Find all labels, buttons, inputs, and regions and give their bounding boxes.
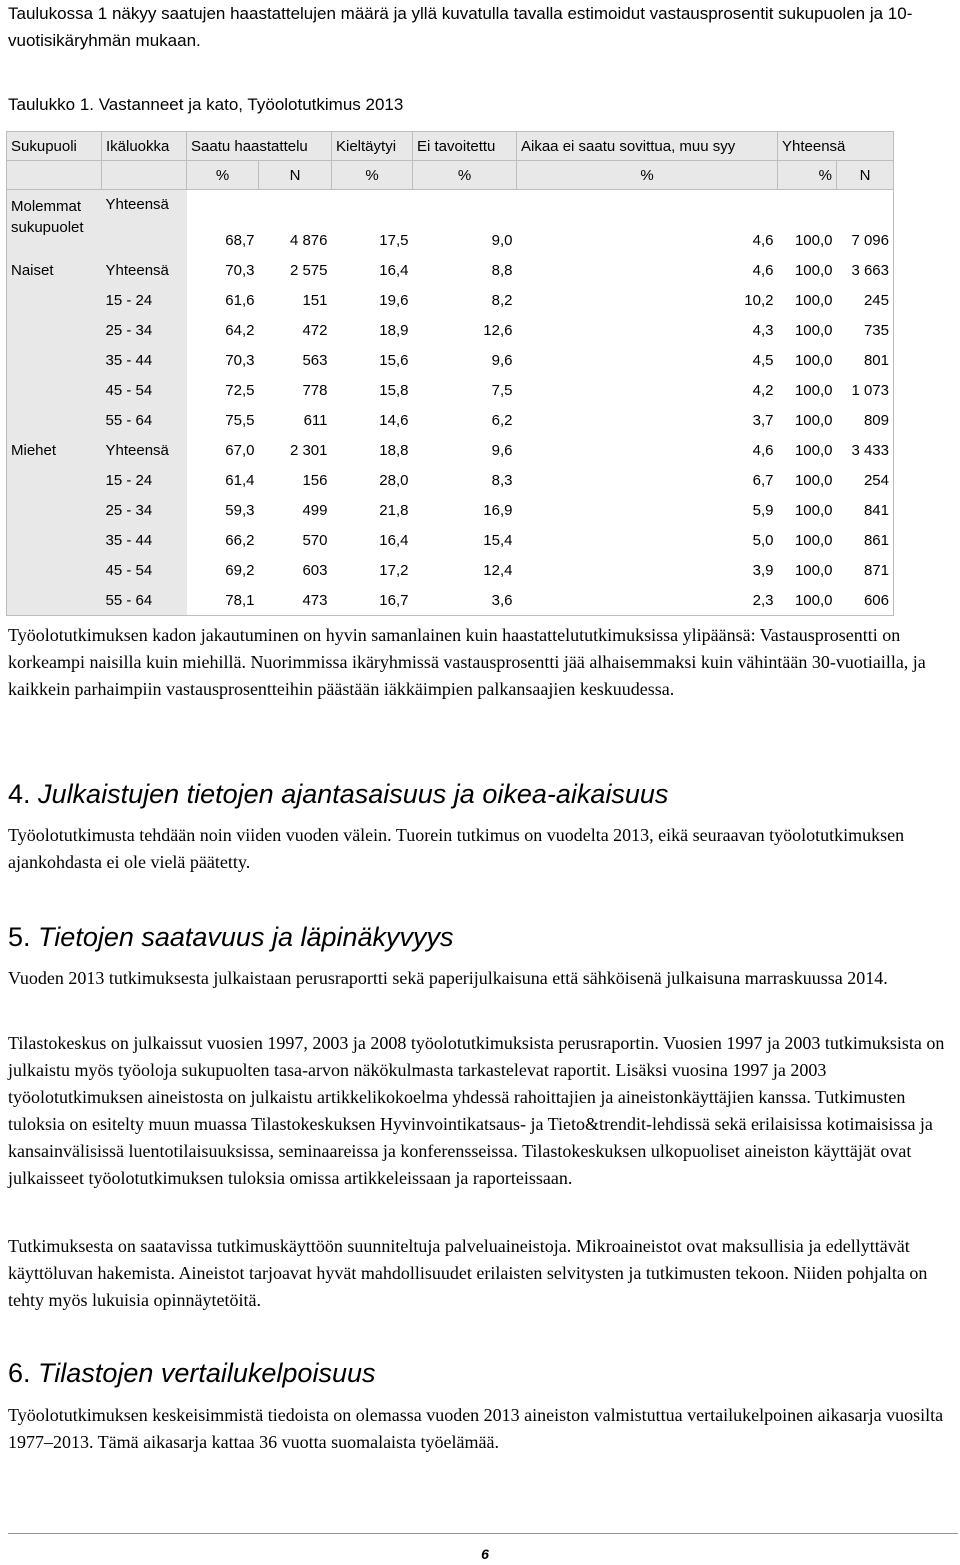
section-4-paragraph: Työolotutkimusta tehdään noin viiden vuoden välein. Tuorein tutkimus on vuodelta 2013, eikä seuraavan työolotutkimuksen ajankohdasta ei ole vielä päätetty. [8,825,905,872]
age-group-cell: Yhteensä [102,435,187,465]
value-cell-not-reached: 8,3 [491,471,513,489]
value-cell-refused: 16,4 [379,261,409,279]
value-cell-total-pct: 100,0 [794,501,833,519]
unit-blank [7,161,102,190]
footer-divider [8,1533,958,1534]
age-group-cell: 55 - 64 [102,405,187,435]
value-cell-total-pct: 100,0 [794,531,833,549]
value-cell-total-n: 735 [837,315,894,345]
value-cell-n: 473 [259,585,332,616]
value-cell-refused: 18,8 [379,441,409,459]
value-cell-not-reached: 12,6 [483,321,513,339]
value-cell-total-n: 1 073 [837,375,894,405]
sex-cell [7,405,102,435]
header-interviewed: Saatu haastattelu [187,132,332,161]
value-cell-total-pct: 100,0 [794,261,833,279]
age-group-cell: 55 - 64 [102,585,187,616]
value-cell-refused: 15,8 [379,381,409,399]
value-cell-total-n: 861 [837,525,894,555]
value-cell-n: 499 [302,501,328,519]
table-row [7,555,894,585]
value-cell-other: 3,7 [752,411,774,429]
sex-cell [7,345,102,375]
table-row [7,495,894,525]
sex-cell [7,315,102,345]
value-cell-n: 151 [302,291,328,309]
value-cell-not-reached: 3,6 [413,585,517,616]
value-cell-n: 603 [302,561,328,579]
age-group-cell: Yhteensä [102,255,187,285]
age-group-cell: 25 - 34 [102,495,187,525]
table-title: Taulukko 1. Vastanneet ja kato, Työolotutkimus 2013 [8,95,404,114]
age-group-cell: 25 - 34 [102,315,187,345]
value-cell-other: 5,9 [752,501,774,519]
sex-cell [7,525,102,555]
value-cell-not-reached: 9,0 [491,232,513,249]
value-cell-other: 4,2 [752,381,774,399]
value-cell-total-n: 841 [837,495,894,525]
value-cell-total-n: 606 [837,585,894,616]
value-cell-total-pct: 100,0 [794,291,833,309]
value-cell-pct: 70,3 [225,351,255,369]
unit-blank [102,161,187,190]
unit-cell: % [413,161,517,190]
value-cell-pct: 68,7 [225,232,255,249]
header-age-group: Ikäluokka [102,132,187,161]
header-not-reached: Ei tavoitettu [413,132,517,161]
value-cell-pct: 75,5 [225,411,255,429]
age-group-cell: 45 - 54 [102,375,187,405]
value-cell-total-pct: 100,0 [794,411,833,429]
value-cell-total-n: 254 [837,465,894,495]
value-cell-total-pct: 100,0 [778,585,837,616]
section-5-paragraph: Tutkimuksesta on saatavissa tutkimuskäyttöön suunniteltuja palveluaineistoja. Mikroaineistot ovat maksullisia ja edellyttävät käyttöluvan hakemista. Aineistot tarjoavat hyvät mahdollisuudet erilaisten selvitysten ja tutkimusten tekoon. Niiden pohjalta on tehty myös lukuisia opinnäytetöitä. [8,1236,928,1310]
sex-cell [7,495,102,525]
value-cell-refused: 21,8 [379,501,409,519]
value-cell-pct: 59,3 [225,501,255,519]
intro-paragraph: Taulukossa 1 näkyy saatujen haastattelujen määrä ja yllä kuvatulla tavalla estimoidut vastausprosentit sukupuolen ja 10-vuotisikäryhmän mukaan. [8,4,913,50]
value-cell-refused: 17,2 [379,561,409,579]
value-cell-pct: 61,6 [225,291,255,309]
section-title: Julkaistujen tietojen ajantasaisuus ja oikea-aikaisuus [38,779,669,809]
value-cell-pct: 66,2 [225,531,255,549]
value-cell-other: 3,9 [752,561,774,579]
value-cell-total-pct: 100,0 [794,321,833,339]
value-cell-other: 4,6 [752,261,774,279]
header-total: Yhteensä [778,132,894,161]
table-row [7,285,894,315]
section-title: Tilastojen vertailukelpoisuus [38,1358,376,1388]
sex-cell [7,375,102,405]
value-cell-refused: 19,6 [379,291,409,309]
value-cell-n: 156 [302,471,328,489]
value-cell-other: 6,7 [752,471,774,489]
value-cell-not-reached: 12,4 [483,561,513,579]
value-cell-pct: 78,1 [187,585,259,616]
section-title: Tietojen saatavuus ja läpinäkyvyys [38,922,454,952]
table-unit-row [7,161,894,190]
value-cell-total-pct: 100,0 [794,351,833,369]
value-cell-pct: 61,4 [225,471,255,489]
value-cell-refused: 15,6 [379,351,409,369]
value-cell-other: 4,5 [752,351,774,369]
value-cell-not-reached: 8,2 [491,291,513,309]
table-header-row [7,132,894,161]
value-cell-other: 4,6 [752,232,774,249]
value-cell-other: 4,6 [752,441,774,459]
table-row [7,585,894,616]
value-cell-not-reached: 6,2 [491,411,513,429]
value-cell-total-n: 871 [837,555,894,585]
sex-cell [7,285,102,315]
table-row [7,255,894,285]
value-cell-n: 778 [302,381,328,399]
table-row [7,525,894,555]
table-row [7,465,894,495]
age-group-cell: Yhteensä [102,190,187,256]
value-cell-total-n: 3 433 [837,435,894,465]
value-cell-pct: 72,5 [225,381,255,399]
table-body [7,190,894,616]
unit-cell: N [259,161,332,190]
value-cell-total-pct: 100,0 [794,232,833,249]
value-cell-n: 563 [302,351,328,369]
unit-cell: % [187,161,259,190]
table-row [7,405,894,435]
value-cell-total-n: 7 096 [837,190,894,256]
section-6-paragraph: Työolotutkimuksen keskeisimmistä tiedoista on olemassa vuoden 2013 aineiston valmistuttua vertailukelpoinen aikasarja vuosilta 1977–2013. Tämä aikasarja kattaa 36 vuotta suomalaista työelämää. [8,1405,944,1452]
sex-cell [7,555,102,585]
value-cell-total-n: 809 [837,405,894,435]
page-number: 6 [481,1546,489,1562]
header-other-reason: Aikaa ei saatu sovittua, muu syy [517,132,778,161]
value-cell-n: 570 [302,531,328,549]
sex-cell: Miehet [7,435,102,465]
value-cell-total-n: 3 663 [837,255,894,285]
value-cell-pct: 70,3 [225,261,255,279]
value-cell-not-reached: 7,5 [491,381,513,399]
sex-cell: Naiset [7,255,102,285]
section-number: 6. [8,1358,31,1388]
value-cell-other: 5,0 [752,531,774,549]
section-6-heading [8,1357,375,1389]
value-cell-refused: 16,7 [332,585,413,616]
header-refused: Kieltäytyi [332,132,413,161]
value-cell-other: 4,3 [752,321,774,339]
response-rate-table [6,131,894,616]
age-group-cell: 45 - 54 [102,555,187,585]
value-cell-total-pct: 100,0 [794,381,833,399]
value-cell-total-pct: 100,0 [794,561,833,579]
header-sex: Sukupuoli [7,132,102,161]
unit-cell: % [332,161,413,190]
table-row [7,435,894,465]
value-cell-not-reached: 16,9 [483,501,513,519]
value-cell-other: 2,3 [517,585,778,616]
section-5-paragraph: Tilastokeskus on julkaissut vuosien 1997, 2003 ja 2008 työolotutkimuksista perusraportin. Vuosien 1997 ja 2003 tutkimuksista on julkaistu myös työoloja sukupuolten tasa-arvon näkökulmasta tarkastelevat raportit. Lisäksi vuosina 1997 ja 2003 työolotutkimuksen aineistosta on julkaistu artikkelikokoelma yhdessä rahoittajien ja aineistonkäyttäjien kanssa. Tutkimusten tuloksia on esitelty muun muassa Tilastokeskuksen Hyvinvointikatsaus- ja Tieto&trendit-lehdissä sekä erilaisissa kotimaisissa ja kansainvälisissä luentotilaisuuksissa, seminaareissa ja konferensseissa. Tilastokeskuksen ulkopuoliset aineiston käyttäjät ovat julkaisseet työolotutkimuksen tuloksia omissa artikkeleissaan ja raporteissaan. [8,1033,945,1188]
value-cell-pct: 67,0 [225,441,255,459]
unit-cell: N [837,161,894,190]
value-cell-total-pct: 100,0 [794,441,833,459]
sex-cell [7,465,102,495]
value-cell-n: 2 301 [289,441,328,459]
table-row [7,375,894,405]
value-cell-n: 2 575 [289,261,328,279]
table-row [7,345,894,375]
value-cell-not-reached: 9,6 [491,351,513,369]
section-4-heading [8,778,668,810]
value-cell-n: 472 [302,321,328,339]
value-cell-total-pct: 100,0 [794,471,833,489]
table-row [7,315,894,345]
value-cell-refused: 14,6 [379,411,409,429]
value-cell-pct: 64,2 [225,321,255,339]
value-cell-not-reached: 15,4 [483,531,513,549]
kato-paragraph: Työolotutkimuksen kadon jakautuminen on hyvin samanlainen kuin haastattelututkimuksissa ylipäänsä: Vastausprosentti on korkeampi naisilla kuin miehillä. Nuorimmissa ikäryhmissä vastausprosentti jää alhaisemmaksi kuin vähintään 30-vuotiailla, ja kaikkein parhaimpiin vastausprosentteihin päästään iäkkäimpien palkansaajien keskuudessa. [8,625,926,699]
value-cell-not-reached: 8,8 [491,261,513,279]
value-cell-refused: 16,4 [379,531,409,549]
value-cell-n: 4 876 [289,232,328,249]
value-cell-refused: 17,5 [379,232,409,249]
value-cell-total-n: 801 [837,345,894,375]
unit-cell: % [778,161,837,190]
section-5-heading [8,921,454,953]
value-cell-pct: 69,2 [225,561,255,579]
section-number: 5. [8,922,31,952]
unit-cell: % [517,161,778,190]
value-cell-refused: 28,0 [379,471,409,489]
value-cell-not-reached: 9,6 [491,441,513,459]
value-cell-refused: 18,9 [379,321,409,339]
table-row [7,190,894,256]
value-cell-other: 10,2 [744,291,774,309]
age-group-cell: 15 - 24 [102,285,187,315]
section-5-paragraph: Vuoden 2013 tutkimuksesta julkaistaan perusraportti sekä paperijulkaisuna että sähköisenä julkaisuna marraskuussa 2014. [8,968,888,988]
age-group-cell: 15 - 24 [102,465,187,495]
section-number: 4. [8,779,31,809]
age-group-cell: 35 - 44 [102,345,187,375]
value-cell-n: 611 [303,411,328,429]
age-group-cell: 35 - 44 [102,525,187,555]
value-cell-total-n: 245 [837,285,894,315]
sex-cell: Molemmat sukupuolet [7,190,102,256]
sex-cell [7,585,102,616]
